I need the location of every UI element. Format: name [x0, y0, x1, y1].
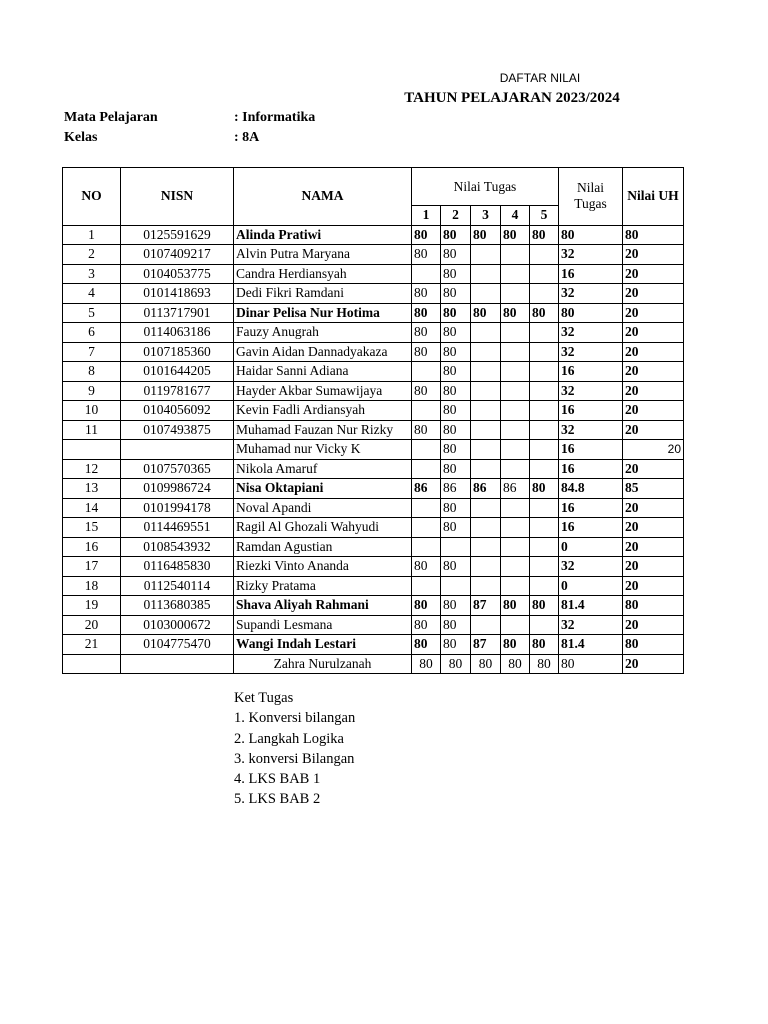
header-no: NO	[63, 168, 121, 226]
cell-nilai-tugas: 84.8	[559, 479, 623, 499]
cell-nama: Rizky Pratama	[234, 576, 412, 596]
cell-no: 11	[63, 420, 121, 440]
cell-tugas-4	[501, 323, 530, 343]
cell-nisn	[121, 440, 234, 460]
cell-nilai-tugas: 0	[559, 537, 623, 557]
cell-tugas-1: 80	[412, 323, 441, 343]
table-row	[63, 518, 684, 538]
cell-tugas-1: 80	[412, 615, 441, 635]
cell-no: 8	[63, 362, 121, 382]
cell-tugas-2: 86	[441, 479, 471, 499]
cell-tugas-3	[471, 245, 501, 265]
cell-nilai-uh: 20	[623, 576, 684, 596]
cell-nisn: 0108543932	[121, 537, 234, 557]
cell-tugas-3	[471, 498, 501, 518]
cell-nisn: 0107185360	[121, 342, 234, 362]
cell-tugas-4	[501, 498, 530, 518]
cell-tugas-2: 80	[441, 420, 471, 440]
ket-item: 2. Langkah Logika	[234, 730, 344, 747]
cell-no: 2	[63, 245, 121, 265]
cell-nama: Nisa Oktapiani	[234, 479, 412, 499]
cell-tugas-5: 80	[530, 479, 559, 499]
cell-nilai-uh: 20	[623, 264, 684, 284]
cell-tugas-2: 80	[441, 381, 471, 401]
cell-tugas-2: 80	[441, 440, 471, 460]
cell-nilai-tugas: 32	[559, 615, 623, 635]
table-row	[63, 225, 684, 245]
cell-nisn: 0101994178	[121, 498, 234, 518]
cell-nilai-tugas: 16	[559, 459, 623, 479]
cell-no: 16	[63, 537, 121, 557]
header-nilai-uh: Nilai UH	[623, 168, 684, 226]
cell-nilai-tugas: 32	[559, 284, 623, 304]
cell-tugas-1: 80	[412, 245, 441, 265]
cell-no: 13	[63, 479, 121, 499]
cell-tugas-5	[530, 362, 559, 382]
cell-tugas-5	[530, 323, 559, 343]
cell-nilai-tugas: 81.4	[559, 635, 623, 655]
cell-tugas-3	[471, 381, 501, 401]
table-row	[63, 303, 684, 323]
document-subtitle: TAHUN PELAJARAN 2023/2024	[404, 90, 620, 106]
cell-nilai-tugas: 32	[559, 381, 623, 401]
cell-nilai-tugas: 80	[559, 654, 623, 674]
table-row	[63, 557, 684, 577]
cell-tugas-4: 80	[501, 225, 530, 245]
cell-no: 21	[63, 635, 121, 655]
cell-nisn: 0119781677	[121, 381, 234, 401]
cell-tugas-4	[501, 615, 530, 635]
cell-nilai-uh: 20	[623, 245, 684, 265]
cell-nilai-uh: 20	[623, 420, 684, 440]
cell-tugas-5	[530, 518, 559, 538]
table-row	[63, 323, 684, 343]
cell-no: 19	[63, 596, 121, 616]
cell-tugas-3: 87	[471, 635, 501, 655]
cell-tugas-5	[530, 615, 559, 635]
cell-no: 3	[63, 264, 121, 284]
cell-tugas-4: 80	[501, 635, 530, 655]
cell-tugas-3: 80	[471, 303, 501, 323]
cell-tugas-1: 80	[412, 381, 441, 401]
header-nama: NAMA	[234, 168, 412, 226]
cell-tugas-5	[530, 537, 559, 557]
cell-tugas-5: 80	[530, 225, 559, 245]
cell-nilai-uh: 80	[623, 596, 684, 616]
cell-nilai-tugas: 32	[559, 342, 623, 362]
cell-tugas-1: 80	[412, 596, 441, 616]
cell-nilai-uh: 20	[623, 615, 684, 635]
cell-nilai-tugas: 16	[559, 498, 623, 518]
cell-nisn: 0116485830	[121, 557, 234, 577]
cell-tugas-1	[412, 401, 441, 421]
cell-tugas-1: 80	[412, 420, 441, 440]
cell-nilai-uh: 85	[623, 479, 684, 499]
ket-tugas	[234, 688, 355, 810]
cell-tugas-4	[501, 264, 530, 284]
cell-tugas-5	[530, 498, 559, 518]
cell-tugas-5	[530, 576, 559, 596]
cell-no: 9	[63, 381, 121, 401]
cell-tugas-3: 80	[471, 654, 501, 674]
table-row	[63, 615, 684, 635]
cell-tugas-2: 80	[441, 323, 471, 343]
cell-tugas-2: 80	[441, 245, 471, 265]
cell-tugas-5: 80	[530, 654, 559, 674]
cell-tugas-4	[501, 440, 530, 460]
cell-tugas-5	[530, 557, 559, 577]
cell-tugas-3	[471, 459, 501, 479]
table-row	[63, 479, 684, 499]
cell-tugas-2: 80	[441, 557, 471, 577]
cell-nilai-uh: 20	[623, 518, 684, 538]
cell-tugas-1: 80	[412, 635, 441, 655]
cell-tugas-3	[471, 401, 501, 421]
cell-nilai-uh: 20	[623, 440, 684, 460]
cell-nilai-tugas: 32	[559, 323, 623, 343]
cell-no: 10	[63, 401, 121, 421]
cell-nama: Kevin Fadli Ardiansyah	[234, 401, 412, 421]
cell-tugas-4	[501, 518, 530, 538]
cell-nisn: 0109986724	[121, 479, 234, 499]
cell-nilai-tugas: 80	[559, 225, 623, 245]
cell-tugas-1: 80	[412, 557, 441, 577]
cell-nama: Riezki Vinto Ananda	[234, 557, 412, 577]
subject-value: : Informatika	[234, 110, 316, 125]
cell-tugas-1	[412, 537, 441, 557]
cell-nilai-tugas: 81.4	[559, 596, 623, 616]
grades-body	[63, 225, 684, 674]
cell-tugas-4: 86	[501, 479, 530, 499]
cell-tugas-4: 80	[501, 596, 530, 616]
cell-nilai-tugas: 16	[559, 440, 623, 460]
cell-nisn: 0114469551	[121, 518, 234, 538]
cell-nilai-uh: 20	[623, 459, 684, 479]
cell-tugas-2	[441, 576, 471, 596]
cell-tugas-5	[530, 420, 559, 440]
cell-tugas-5	[530, 264, 559, 284]
cell-tugas-1	[412, 459, 441, 479]
cell-nama: Gavin Aidan Dannadyakaza	[234, 342, 412, 362]
ket-item: 4. LKS BAB 1	[234, 771, 321, 788]
table-row	[63, 635, 684, 655]
header-nilai-tugas: Nilai Tugas	[412, 168, 559, 206]
table-row	[63, 498, 684, 518]
cell-nama: Nikola Amaruf	[234, 459, 412, 479]
header-tugas-5: 5	[530, 206, 559, 226]
cell-tugas-1: 80	[412, 284, 441, 304]
cell-no: 12	[63, 459, 121, 479]
table-row	[63, 245, 684, 265]
grades-table	[62, 167, 684, 674]
cell-tugas-3	[471, 264, 501, 284]
cell-tugas-4	[501, 459, 530, 479]
cell-nama: Ramdan Agustian	[234, 537, 412, 557]
table-row	[63, 440, 684, 460]
cell-tugas-2: 80	[441, 615, 471, 635]
table-row	[63, 342, 684, 362]
cell-tugas-3: 86	[471, 479, 501, 499]
cell-nama: Dinar Pelisa Nur Hotima	[234, 303, 412, 323]
cell-nama: Muhamad nur Vicky K	[234, 440, 412, 460]
cell-tugas-5	[530, 245, 559, 265]
cell-nilai-tugas: 16	[559, 264, 623, 284]
cell-nisn: 0114063186	[121, 323, 234, 343]
cell-tugas-2: 80	[441, 264, 471, 284]
cell-nama: Alinda Pratiwi	[234, 225, 412, 245]
table-row	[63, 401, 684, 421]
cell-tugas-4	[501, 284, 530, 304]
table-row	[63, 459, 684, 479]
cell-nilai-uh: 20	[623, 303, 684, 323]
cell-nama: Muhamad Fauzan Nur Rizky	[234, 420, 412, 440]
header-nisn: NISN	[121, 168, 234, 226]
cell-tugas-2	[441, 537, 471, 557]
cell-tugas-2: 80	[441, 596, 471, 616]
cell-tugas-4	[501, 576, 530, 596]
cell-tugas-2: 80	[441, 284, 471, 304]
table-row	[63, 537, 684, 557]
cell-tugas-3	[471, 557, 501, 577]
cell-nilai-tugas: 32	[559, 557, 623, 577]
cell-tugas-5: 80	[530, 303, 559, 323]
cell-tugas-1	[412, 264, 441, 284]
cell-nama: Alvin Putra Maryana	[234, 245, 412, 265]
cell-nilai-uh: 20	[623, 381, 684, 401]
cell-no: 1	[63, 225, 121, 245]
cell-no	[63, 654, 121, 674]
cell-tugas-2: 80	[441, 635, 471, 655]
ket-item: 1. Konversi bilangan	[234, 710, 356, 727]
table-row	[63, 284, 684, 304]
cell-nisn: 0112540114	[121, 576, 234, 596]
cell-tugas-5	[530, 459, 559, 479]
cell-nama: Hayder Akbar Sumawijaya	[234, 381, 412, 401]
cell-nisn: 0104775470	[121, 635, 234, 655]
cell-nisn: 0107409217	[121, 245, 234, 265]
ket-tugas-title: Ket Tugas	[234, 690, 294, 706]
cell-nilai-tugas: 32	[559, 245, 623, 265]
cell-tugas-4	[501, 381, 530, 401]
cell-nilai-tugas: 80	[559, 303, 623, 323]
ket-item: 5. LKS BAB 2	[234, 791, 321, 808]
cell-nisn: 0113680385	[121, 596, 234, 616]
cell-tugas-1: 86	[412, 479, 441, 499]
cell-nama: Wangi Indah Lestari	[234, 635, 412, 655]
cell-nilai-tugas: 32	[559, 420, 623, 440]
cell-nilai-uh: 20	[623, 498, 684, 518]
cell-tugas-1: 80	[412, 225, 441, 245]
cell-nama: Noval Apandi	[234, 498, 412, 518]
cell-nama: Candra Herdiansyah	[234, 264, 412, 284]
cell-tugas-1	[412, 440, 441, 460]
cell-nilai-uh: 20	[623, 537, 684, 557]
table-row	[63, 596, 684, 616]
ket-item: 3. konversi Bilangan	[234, 750, 355, 767]
cell-tugas-2: 80	[441, 498, 471, 518]
cell-no: 18	[63, 576, 121, 596]
cell-no: 14	[63, 498, 121, 518]
cell-tugas-1	[412, 498, 441, 518]
cell-nisn: 0101418693	[121, 284, 234, 304]
cell-tugas-3	[471, 342, 501, 362]
cell-tugas-3	[471, 518, 501, 538]
cell-nilai-uh: 20	[623, 342, 684, 362]
cell-tugas-3: 80	[471, 225, 501, 245]
cell-tugas-3	[471, 420, 501, 440]
cell-tugas-1	[412, 576, 441, 596]
cell-tugas-1	[412, 518, 441, 538]
cell-tugas-1: 80	[412, 342, 441, 362]
header-tugas-1: 1	[412, 206, 441, 226]
cell-tugas-2: 80	[441, 459, 471, 479]
table-row	[63, 362, 684, 382]
cell-tugas-2: 80	[441, 362, 471, 382]
cell-tugas-2: 80	[441, 225, 471, 245]
cell-nisn: 0107570365	[121, 459, 234, 479]
header-tugas-4: 4	[501, 206, 530, 226]
cell-tugas-4	[501, 557, 530, 577]
cell-tugas-5	[530, 381, 559, 401]
cell-tugas-2: 80	[441, 654, 471, 674]
cell-tugas-3	[471, 615, 501, 635]
cell-tugas-4: 80	[501, 654, 530, 674]
cell-nisn: 0104053775	[121, 264, 234, 284]
cell-tugas-4	[501, 537, 530, 557]
cell-no	[63, 440, 121, 460]
cell-tugas-5	[530, 401, 559, 421]
cell-nama: Dedi Fikri Ramdani	[234, 284, 412, 304]
class-label: Kelas	[64, 130, 98, 145]
cell-no: 20	[63, 615, 121, 635]
cell-nama: Fauzy Anugrah	[234, 323, 412, 343]
cell-tugas-3	[471, 537, 501, 557]
cell-no: 17	[63, 557, 121, 577]
cell-tugas-3	[471, 576, 501, 596]
cell-nilai-tugas: 16	[559, 518, 623, 538]
cell-nilai-uh: 20	[623, 557, 684, 577]
cell-nisn: 0107493875	[121, 420, 234, 440]
table-row	[63, 381, 684, 401]
cell-tugas-4	[501, 342, 530, 362]
cell-no: 6	[63, 323, 121, 343]
cell-tugas-5: 80	[530, 596, 559, 616]
cell-nama: Supandi Lesmana	[234, 615, 412, 635]
cell-nilai-tugas: 16	[559, 401, 623, 421]
cell-tugas-2: 80	[441, 401, 471, 421]
cell-nisn: 0103000672	[121, 615, 234, 635]
cell-tugas-5	[530, 284, 559, 304]
cell-tugas-3	[471, 362, 501, 382]
cell-tugas-2: 80	[441, 518, 471, 538]
table-row	[63, 264, 684, 284]
cell-tugas-2: 80	[441, 342, 471, 362]
cell-tugas-5	[530, 440, 559, 460]
cell-nilai-tugas: 0	[559, 576, 623, 596]
cell-nilai-uh: 20	[623, 362, 684, 382]
cell-nisn: 0101644205	[121, 362, 234, 382]
cell-no: 7	[63, 342, 121, 362]
header-tugas-2: 2	[441, 206, 471, 226]
cell-no: 5	[63, 303, 121, 323]
cell-tugas-4	[501, 362, 530, 382]
cell-no: 15	[63, 518, 121, 538]
cell-tugas-4	[501, 245, 530, 265]
cell-nisn: 0104056092	[121, 401, 234, 421]
cell-nisn: 0113717901	[121, 303, 234, 323]
cell-tugas-5: 80	[530, 635, 559, 655]
cell-tugas-3: 87	[471, 596, 501, 616]
cell-tugas-4: 80	[501, 303, 530, 323]
cell-nilai-uh: 80	[623, 225, 684, 245]
table-row	[63, 654, 684, 674]
cell-tugas-1: 80	[412, 654, 441, 674]
cell-nilai-tugas: 16	[559, 362, 623, 382]
cell-no: 4	[63, 284, 121, 304]
document-title: DAFTAR NILAI	[499, 71, 581, 85]
cell-nama: Zahra Nurulzanah	[234, 654, 412, 674]
cell-nama: Shava Aliyah Rahmani	[234, 596, 412, 616]
header-nilai-tugas-avg: Nilai Tugas	[559, 168, 623, 226]
cell-tugas-1: 80	[412, 303, 441, 323]
cell-nama: Ragil Al Ghozali Wahyudi	[234, 518, 412, 538]
cell-nilai-uh: 20	[623, 654, 684, 674]
cell-nilai-uh: 80	[623, 635, 684, 655]
cell-nama: Haidar Sanni Adiana	[234, 362, 412, 382]
class-value: : 8A	[234, 130, 260, 145]
cell-tugas-3	[471, 440, 501, 460]
cell-tugas-4	[501, 420, 530, 440]
cell-nilai-uh: 20	[623, 401, 684, 421]
cell-nilai-uh: 20	[623, 323, 684, 343]
cell-tugas-4	[501, 401, 530, 421]
cell-tugas-5	[530, 342, 559, 362]
cell-tugas-3	[471, 284, 501, 304]
cell-nilai-uh: 20	[623, 284, 684, 304]
table-row	[63, 576, 684, 596]
cell-tugas-3	[471, 323, 501, 343]
subject-label: Mata Pelajaran	[64, 110, 158, 125]
cell-tugas-2: 80	[441, 303, 471, 323]
cell-nisn: 0125591629	[121, 225, 234, 245]
cell-nisn	[121, 654, 234, 674]
table-row	[63, 420, 684, 440]
cell-tugas-1	[412, 362, 441, 382]
header-tugas-3: 3	[471, 206, 501, 226]
